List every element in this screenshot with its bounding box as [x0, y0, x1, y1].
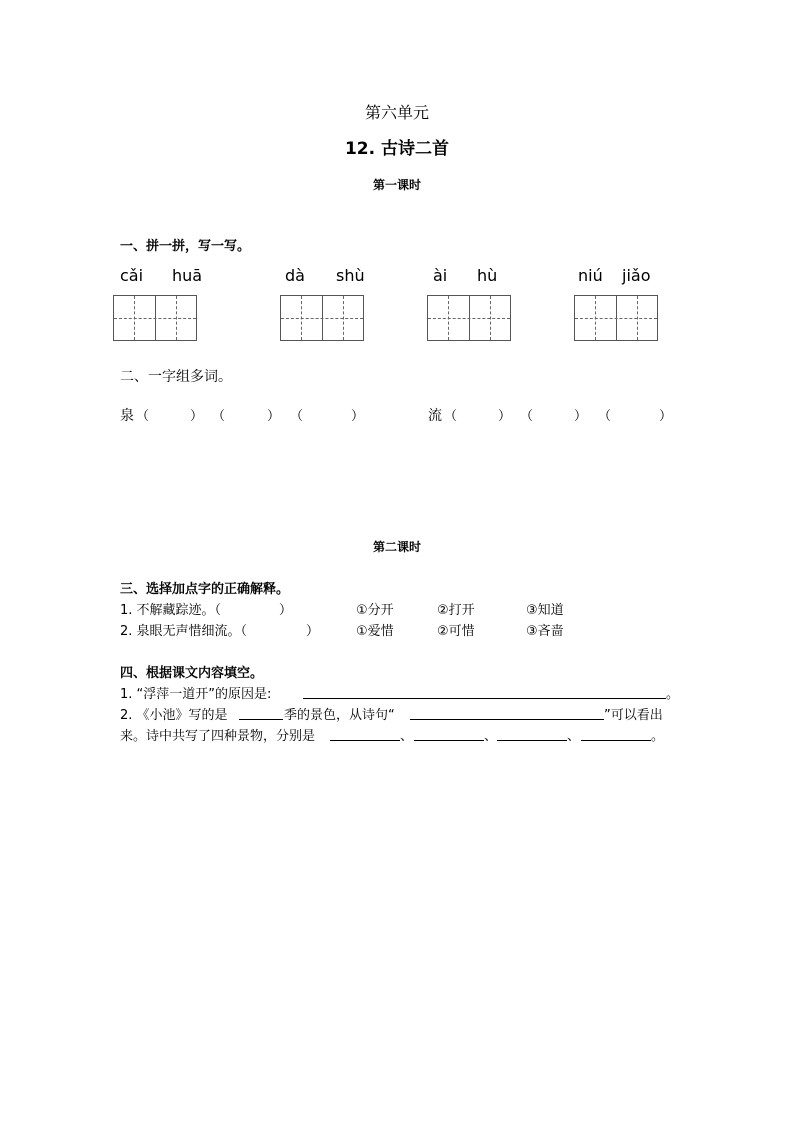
pinyin: huā — [172, 266, 203, 285]
period-label-2: 第二课时 — [372, 540, 421, 554]
paren: ） — [498, 409, 512, 424]
pinyin: dà — [285, 266, 305, 285]
pinyin: shù — [336, 266, 365, 285]
paren: ） — [351, 409, 365, 424]
writing-grid[interactable] — [427, 295, 511, 341]
punctuation: 。 — [666, 687, 680, 702]
answer-blank[interactable] — [581, 740, 651, 741]
paren: （ — [598, 409, 612, 424]
question-text: 季的景色，从诗句“ — [284, 708, 395, 723]
separator: 、 — [484, 729, 498, 744]
paren: （ — [212, 409, 226, 424]
page-title: 12. 古诗二首 — [344, 139, 450, 159]
paren: （ — [136, 409, 150, 424]
paren: （ — [290, 409, 304, 424]
writing-grid[interactable] — [280, 295, 364, 341]
unit-title: 第六单元 — [364, 103, 429, 122]
section4-heading: 四、根据课文内容填空。 — [120, 666, 264, 681]
answer-blank[interactable] — [330, 740, 400, 741]
writing-grid[interactable] — [574, 295, 658, 341]
pinyin: jiǎo — [622, 266, 651, 285]
question-text: 来。诗中共写了四种景物，分别是 — [120, 729, 316, 744]
answer-blank[interactable] — [410, 719, 604, 720]
answer-blank[interactable] — [239, 719, 283, 720]
paren: ） — [267, 409, 281, 424]
question: 2. 《小池》写的是 — [120, 708, 228, 723]
question: 1. 不解藏踪迹。（ — [120, 603, 222, 618]
paren: （ — [444, 409, 458, 424]
option[interactable]: ③吝啬 — [526, 624, 564, 639]
period-label-1: 第一课时 — [372, 178, 421, 192]
separator: 、 — [400, 729, 414, 744]
answer-blank[interactable] — [303, 698, 666, 699]
option[interactable]: ①分开 — [356, 603, 394, 618]
paren: ） — [190, 409, 204, 424]
question: 2. 泉眼无声惜细流。（ — [120, 624, 248, 639]
paren: ） — [279, 603, 293, 618]
pinyin: hù — [477, 266, 498, 285]
answer-blank[interactable] — [414, 740, 484, 741]
pinyin: ài — [433, 266, 448, 285]
option[interactable]: ②打开 — [437, 603, 475, 618]
writing-grid[interactable] — [113, 295, 197, 341]
punctuation: 。 — [651, 729, 665, 744]
question-text: ”可以看出 — [604, 708, 663, 723]
question: 1. “浮萍一道开”的原因是: — [120, 687, 272, 702]
option[interactable]: ①爱惜 — [356, 624, 394, 639]
section3-heading: 三、选择加点字的正确解释。 — [120, 582, 290, 597]
pinyin: niú — [578, 266, 603, 285]
word-prompt: 泉 — [120, 408, 134, 424]
pinyin: cǎi — [120, 266, 144, 285]
paren: （ — [520, 409, 534, 424]
section1-heading: 一、拼一拼，写一写。 — [120, 239, 251, 254]
separator: 、 — [567, 729, 581, 744]
option[interactable]: ③知道 — [526, 603, 564, 618]
option[interactable]: ②可惜 — [437, 624, 475, 639]
word-prompt: 流 — [428, 408, 442, 424]
answer-blank[interactable] — [497, 740, 567, 741]
paren: ） — [574, 409, 588, 424]
section2-heading: 二、一字组多词。 — [120, 369, 232, 385]
paren: ） — [306, 624, 320, 639]
paren: ） — [659, 409, 673, 424]
